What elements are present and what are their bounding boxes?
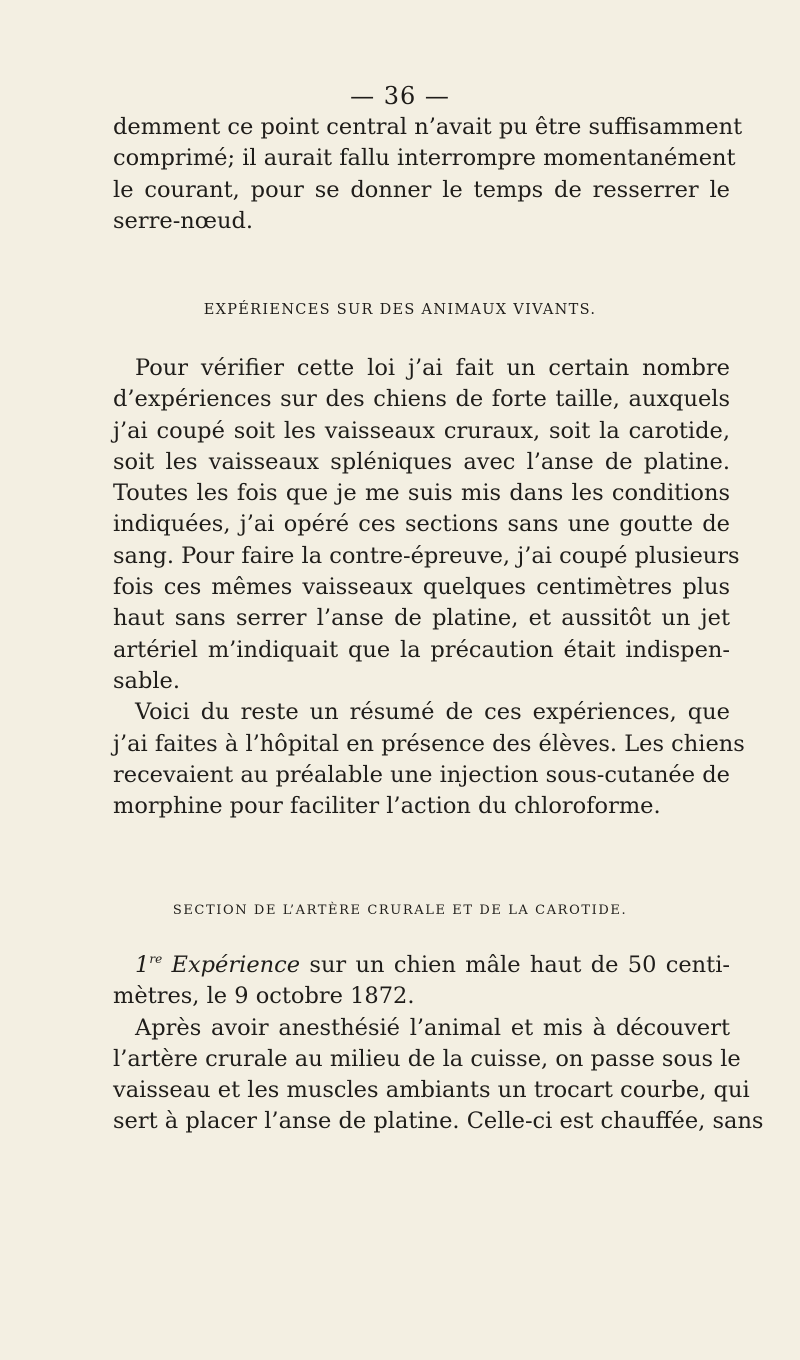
text-line: comprimé; il aurait fallu interrompre momentanément — [113, 145, 736, 172]
text-line: morphine pour faciliter l’action du chloroforme. — [113, 793, 661, 820]
text-line: fois ces mêmes vaisseaux quelques centimètres plus — [113, 574, 730, 601]
experiment-ordinal-suffix: re — [149, 952, 163, 966]
experiment-title-line — [113, 944, 730, 981]
experiment-title: Expérience — [171, 952, 301, 978]
text-line: le courant, pour se donner le temps de resserrer le — [113, 176, 730, 203]
text-line: mètres, le 9 octobre 1872. — [113, 983, 415, 1010]
text-line: d’expériences sur des chiens de forte taille, auxquels — [113, 386, 730, 413]
experiment-section — [113, 944, 764, 1138]
section-heading-artery: SECTION DE L’ARTÈRE CRURALE ET DE LA CAROTIDE. — [172, 903, 628, 918]
text-line: l’artère crurale au milieu de la cuisse, on passe sous le — [113, 1045, 741, 1072]
text-line: demment ce point central n’avait pu être suffisamment — [113, 114, 743, 140]
text-line: j’ai coupé soit les vaisseaux cruraux, soit la carotide, — [113, 417, 730, 444]
text-line: sable. — [113, 667, 181, 694]
text-line: artériel m’indiquait que la précaution était indispen- — [113, 636, 730, 663]
text-line: indiquées, j’ai opéré ces sections sans une goutte de — [113, 511, 730, 538]
text-line: j’ai faites à l’hôpital en présence des élèves. Les chiens — [113, 730, 745, 757]
text-line: soit les vaisseaux spléniques avec l’anse de platine. — [113, 448, 730, 475]
text-line: sang. Pour faire la contre-épreuve, j’ai coupé plusieurs — [113, 542, 740, 569]
text-line: serre-nœud. — [113, 207, 254, 234]
experiment-description: sur un chien mâle haut de 50 centi- — [300, 952, 730, 978]
text-line: Toutes les fois que je me suis mis dans les conditions — [113, 480, 730, 507]
text-line: haut sans serrer l’anse de platine, et aussitôt un jet — [113, 605, 730, 632]
section-heading-experiences: EXPÉRIENCES SUR DES ANIMAUX VIVANTS. — [203, 302, 597, 318]
experiment-number: 1 — [135, 952, 150, 978]
paragraph-experiments — [113, 353, 745, 822]
page-number: — 36 — — [350, 82, 450, 110]
text-line: recevaient au préalable une injection sous-cutanée de — [113, 761, 730, 788]
text-line: vaisseau et les muscles ambiants un trocart courbe, qui — [113, 1077, 750, 1104]
paragraph-continued — [113, 112, 743, 237]
text-line: Après avoir anesthésié l’animal et mis à découvert — [135, 1014, 730, 1041]
text-line: sert à placer l’anse de platine. Celle-ci est chauffée, sans — [113, 1108, 764, 1135]
text-line: Pour vérifier cette loi j’ai fait un certain nombre — [135, 355, 730, 381]
text-line: Voici du reste un résumé de ces expériences, que — [135, 699, 730, 726]
